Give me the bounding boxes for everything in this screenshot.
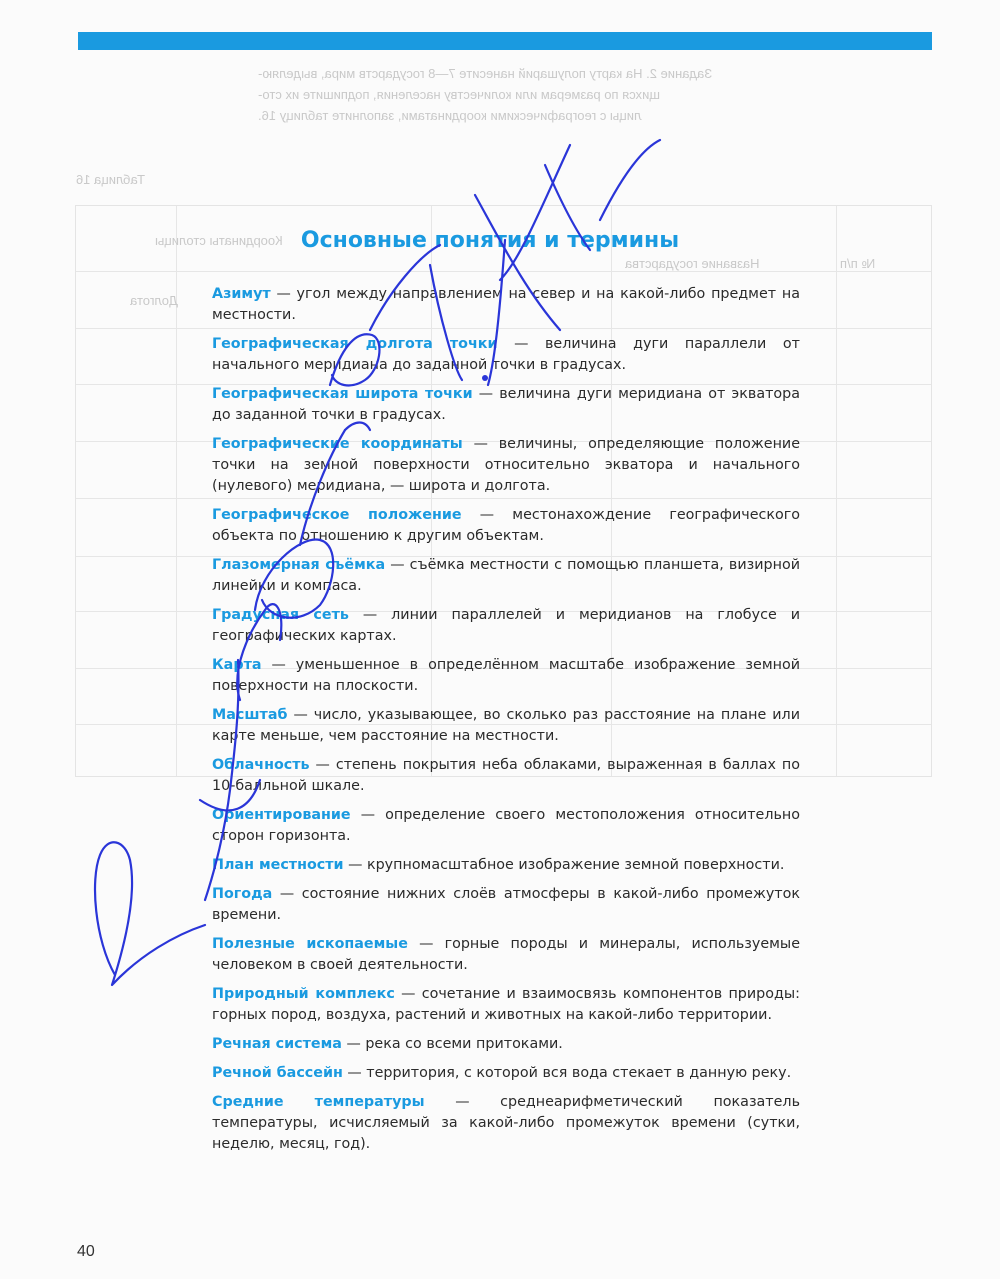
- glossary-definition: — река со всеми притоками.: [341, 1036, 563, 1052]
- glossary-term: Речной бассейн: [212, 1065, 343, 1081]
- glossary-definition: — величина дуги меридиана от экватора до заданной точки в градусах.: [212, 386, 800, 423]
- glossary-term: Карта: [212, 657, 262, 673]
- page-number: 40: [77, 1243, 95, 1260]
- glossary-definition: — величины, определяющие положение точки на земной поверхности относительно экватора и начального (нулевого) меридиана, — широта и долгота.: [212, 436, 801, 494]
- glossary-term: План местности: [212, 857, 344, 873]
- glossary-entry: [212, 505, 800, 547]
- glossary-term: Погода: [212, 886, 273, 902]
- glossary-definition: — линии параллелей и меридианов на глобусе и географических картах.: [212, 607, 800, 644]
- glossary-entry: [212, 1063, 800, 1084]
- glossary-definition: — угол между направлением на север и на какой-либо предмет на местности.: [212, 286, 800, 323]
- glossary-entry: [212, 605, 800, 647]
- bleed-col-coords: Координаты столицы: [155, 233, 283, 248]
- glossary-definition: — крупномасштабное изображение земной поверхности.: [343, 857, 785, 873]
- bleed-table-caption: Таблица 16: [76, 172, 146, 187]
- glossary-definition: — съёмка местности с помощью планшета, визирной линейки и компаса.: [212, 557, 800, 594]
- glossary-entry: [212, 984, 800, 1026]
- glossary-term: Географическое положение: [212, 507, 462, 523]
- bleed-task-line-3: лицы с географическими координатами, заполните таблицу 16.: [258, 108, 642, 123]
- glossary-entry: [212, 805, 800, 847]
- glossary-term: Средние температуры: [212, 1094, 425, 1110]
- glossary-entry: [212, 434, 800, 497]
- glossary-definition: — сочетание и взаимосвязь компонентов природы: горных пород, воздуха, растений и животных на какой-либо территории.: [212, 986, 800, 1023]
- glossary-term: Полезные ископаемые: [212, 936, 408, 952]
- glossary-term: Природный комплекс: [212, 986, 395, 1002]
- glossary-definition: — уменьшенное в определённом масштабе изображение земной поверхности на плоскости.: [212, 657, 800, 694]
- bleed-col-lon: Долгота: [130, 293, 178, 308]
- glossary-entry: [212, 1092, 800, 1155]
- glossary-term: Географические координаты: [212, 436, 463, 452]
- glossary-definition: — число, указывающее, во сколько раз расстояние на плане или карте меньше, чем расстояние на местности.: [212, 707, 800, 744]
- bleed-task-line-2: щихся по размерам или количеству населения, подпишите их сто-: [258, 87, 661, 102]
- glossary-term: Азимут: [212, 286, 271, 302]
- glossary-definition: — состояние нижних слоёв атмосферы в какой-либо промежуток времени.: [212, 886, 800, 923]
- glossary-term: Речная система: [212, 1036, 342, 1052]
- glossary-definition: — величина дуги параллели от начального меридиана до заданной точки в градусах.: [212, 336, 800, 373]
- glossary-definition: — горные породы и минералы, используемые человеком в своей деятельности.: [212, 936, 801, 973]
- bleed-col-num: № п/п: [840, 256, 876, 271]
- glossary-entry: [212, 384, 800, 426]
- bleed-task-line-1: Задание 2. На карту полушарий нанесите 7—8 государств мира, выделяю-: [258, 66, 713, 81]
- page-title: Основные понятия и термины: [300, 228, 680, 253]
- bleed-col-country: Название государства: [625, 256, 760, 271]
- glossary-definition: — степень покрытия неба облаками, выраженная в баллах по 10-балльной шкале.: [212, 757, 800, 794]
- glossary-term: Глазомерная съёмка: [212, 557, 386, 573]
- glossary-term: Географическая долгота точки: [212, 336, 498, 352]
- glossary-entry: [212, 334, 800, 376]
- glossary-term: Географическая широта точки: [212, 386, 473, 402]
- glossary-list: [212, 284, 800, 1163]
- glossary-entry: [212, 555, 800, 597]
- header-color-bar: [78, 32, 932, 50]
- glossary-entry: [212, 284, 800, 326]
- glossary-entry: [212, 884, 800, 926]
- glossary-term: Облачность: [212, 757, 310, 773]
- glossary-term: Масштаб: [212, 707, 288, 723]
- glossary-definition: — местонахождение географического объекта по отношению к другим объектам.: [212, 507, 800, 544]
- glossary-definition: — среднеарифметический показатель температуры, исчисляемый за какой-либо промежуток времени (сутки, неделю, месяц, год).: [212, 1094, 800, 1152]
- glossary-definition: — определение своего местоположения относительно сторон горизонта.: [212, 807, 800, 844]
- glossary-definition: — территория, с которой вся вода стекает в данную реку.: [342, 1065, 792, 1081]
- glossary-entry: [212, 705, 800, 747]
- glossary-entry: [212, 755, 800, 797]
- glossary-term: Ориентирование: [212, 807, 351, 823]
- glossary-entry: [212, 934, 800, 976]
- glossary-entry: [212, 1034, 800, 1055]
- glossary-entry: [212, 655, 800, 697]
- glossary-term: Градусная сеть: [212, 607, 349, 623]
- glossary-entry: [212, 855, 800, 876]
